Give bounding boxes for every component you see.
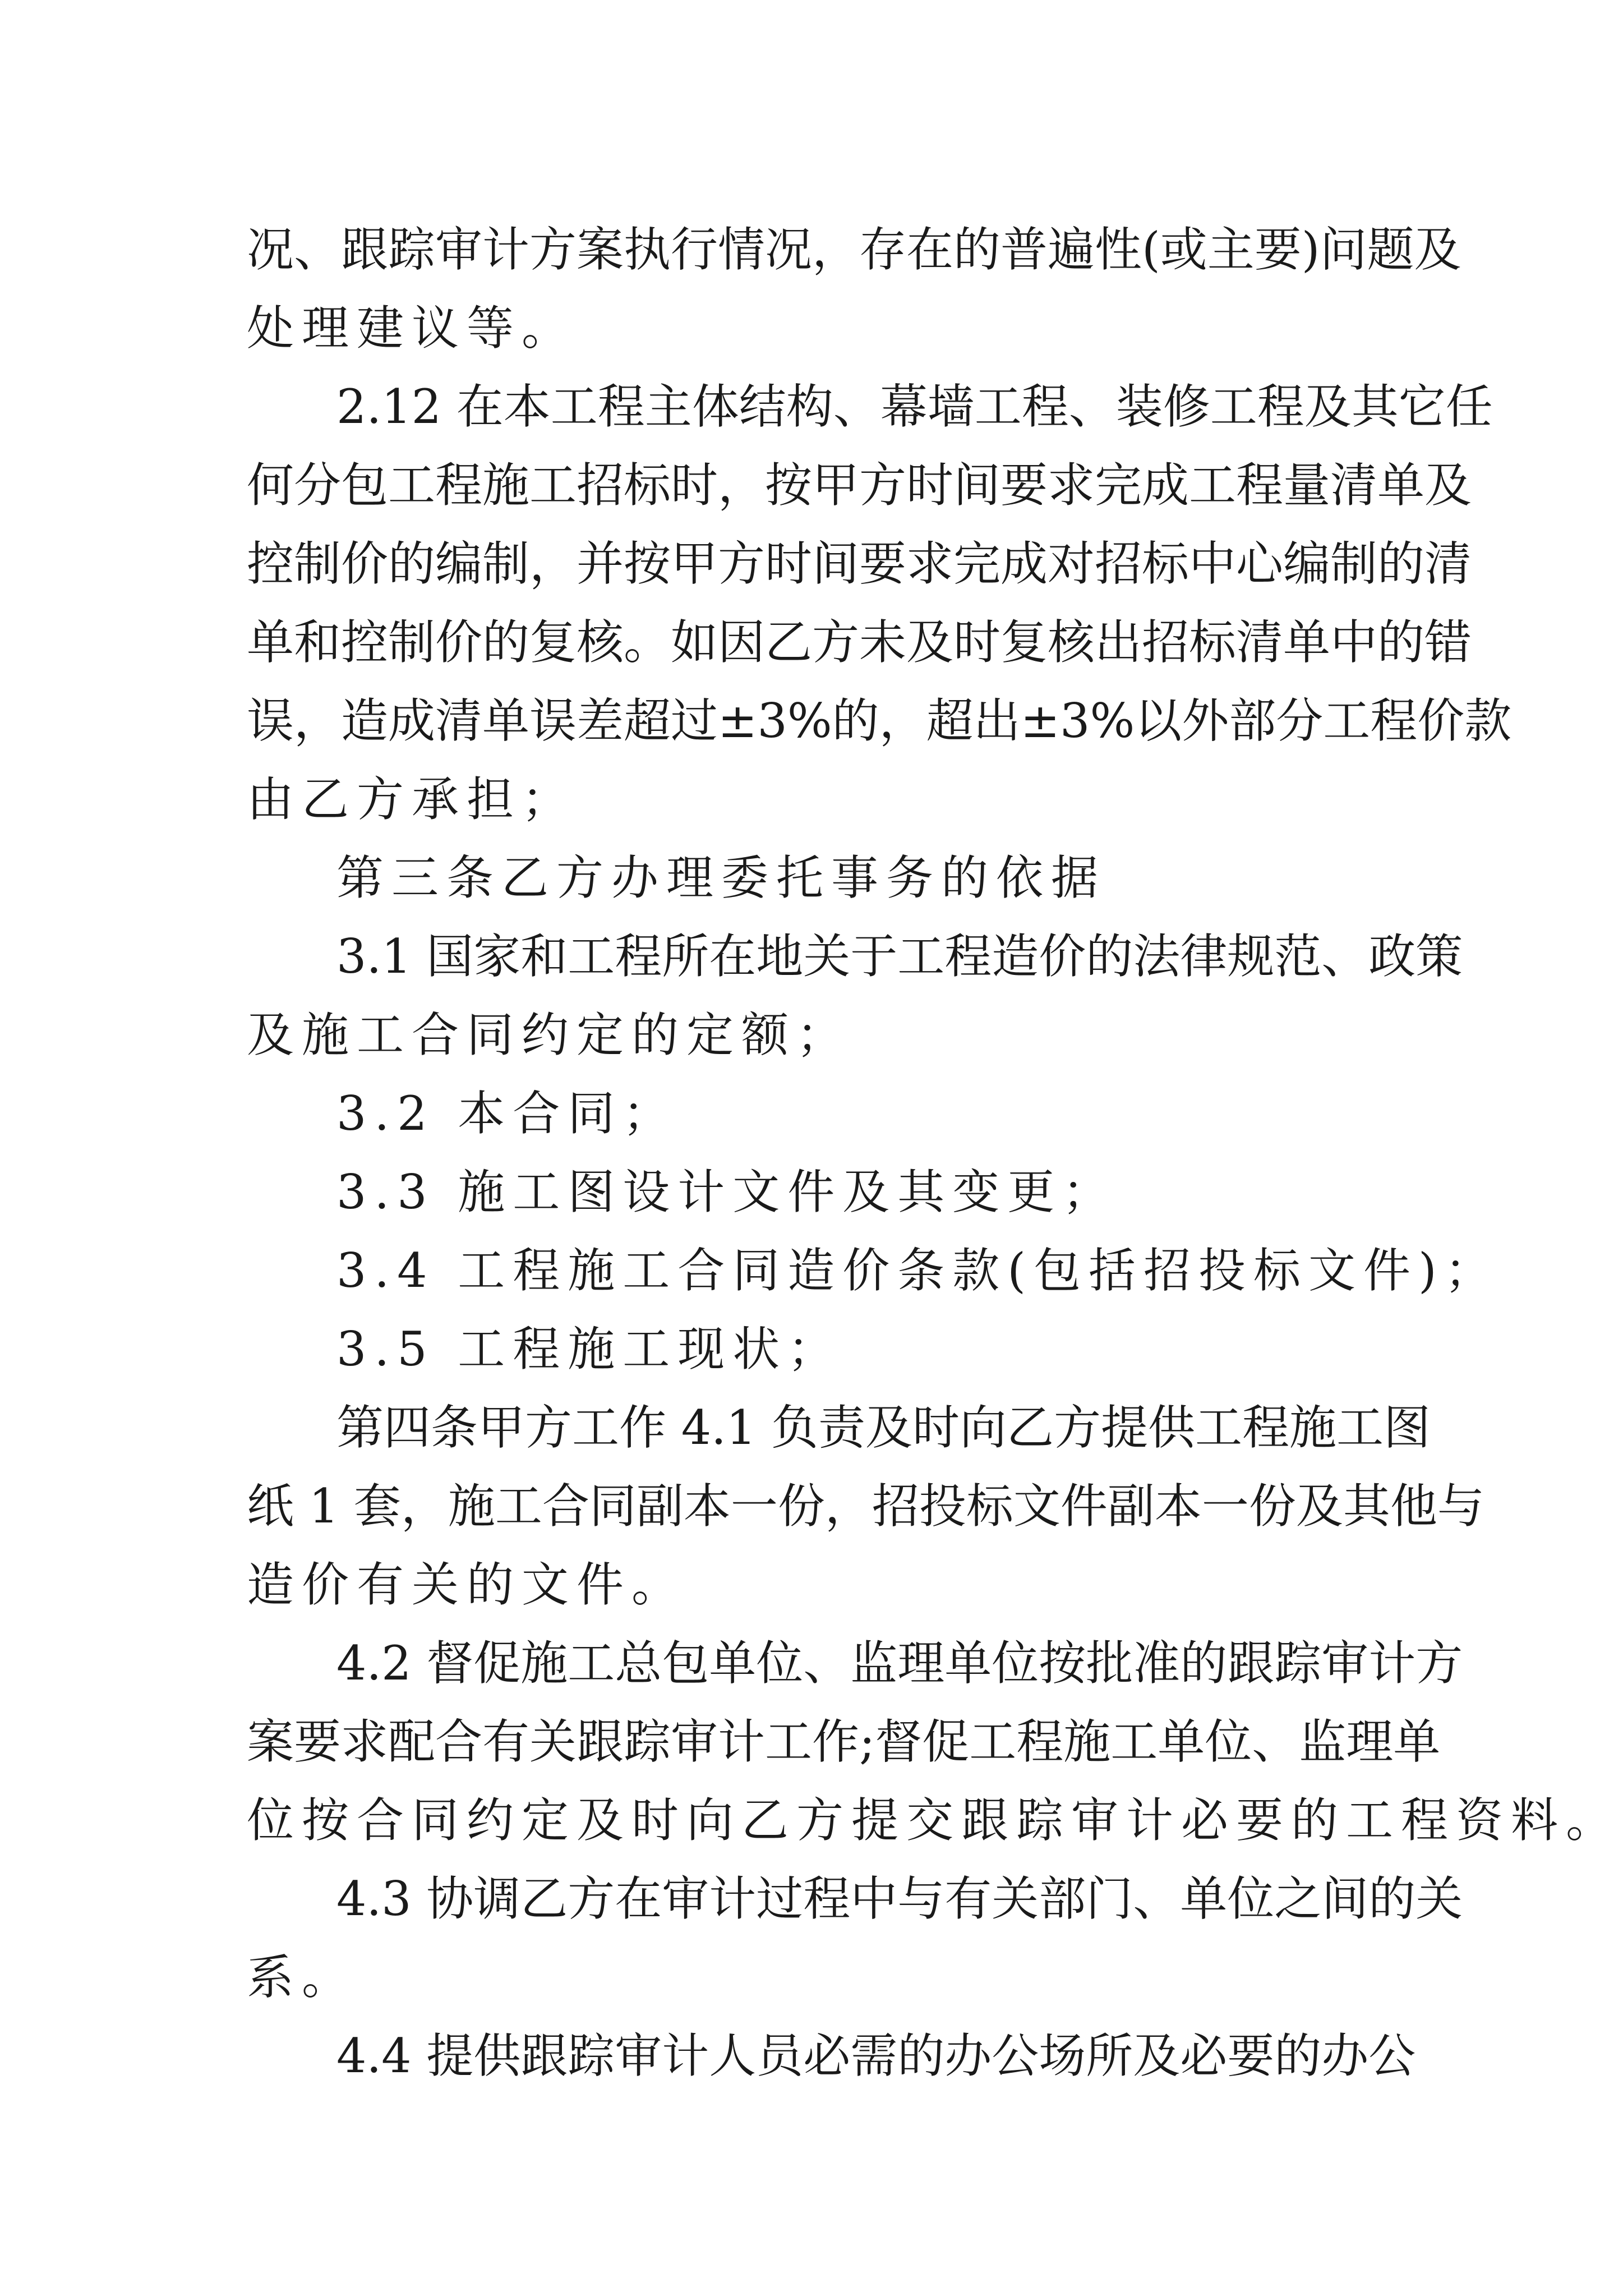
text-line: 3.2 本合同； xyxy=(336,1086,678,1141)
text-line: 案要求配合有关跟踪审计工作;督促工程施工单位、监理单 xyxy=(247,1714,1441,1769)
text-line: 系。 xyxy=(247,1950,357,2005)
text-line: 造价有关的文件。 xyxy=(247,1557,687,1612)
text-line: 控制价的编制，并按甲方时间要求完成对招标中心编制的清 xyxy=(247,536,1472,591)
text-line: 4.2 督促施工总包单位、监理单位按批准的跟踪审计方 xyxy=(336,1636,1463,1691)
text-line: 处理建议等。 xyxy=(247,301,577,356)
text-line: 3.5 工程施工现状； xyxy=(336,1322,843,1377)
text-line: 单和控制价的复核。如因乙方未及时复核出招标清单中的错 xyxy=(247,615,1472,670)
text-line: 误，造成清单误差超过±3%的，超出±3%以外部分工程价款 xyxy=(247,693,1512,748)
text-line: 2.12 在本工程主体结构、幕墙工程、装修工程及其它任 xyxy=(336,379,1493,434)
text-line: 3.1 国家和工程所在地关于工程造价的法律规范、政策 xyxy=(336,929,1463,984)
section-heading: 第三条乙方办理委托事务的依据 xyxy=(336,850,1106,905)
text-line: 4.4 提供跟踪审计人员必需的办公场所及必要的办公 xyxy=(336,2028,1416,2083)
text-line: 纸 1 套，施工合同副本一份，招投标文件副本一份及其他与 xyxy=(247,1479,1484,1534)
text-line: 位按合同约定及时向乙方提交跟踪审计必要的工程资料。 xyxy=(247,1793,1621,1848)
text-line: 由乙方承担； xyxy=(247,772,577,827)
text-line: 3.3 施工图设计文件及其变更； xyxy=(336,1165,1118,1220)
text-line: 及施工合同约定的定额； xyxy=(247,1007,852,1062)
text-line: 3.4 工程施工合同造价条款(包括招投标文件)； xyxy=(336,1243,1500,1298)
text-line: 况、跟踪审计方案执行情况，存在的普遍性(或主要)问题及 xyxy=(247,222,1461,277)
section-heading: 第四条甲方工作 4.1 负责及时向乙方提供工程施工图 xyxy=(336,1400,1431,1455)
text-line: 4.3 协调乙方在审计过程中与有关部门、单位之间的关 xyxy=(336,1871,1463,1926)
text-line: 何分包工程施工招标时，按甲方时间要求完成工程量清单及 xyxy=(247,458,1472,513)
